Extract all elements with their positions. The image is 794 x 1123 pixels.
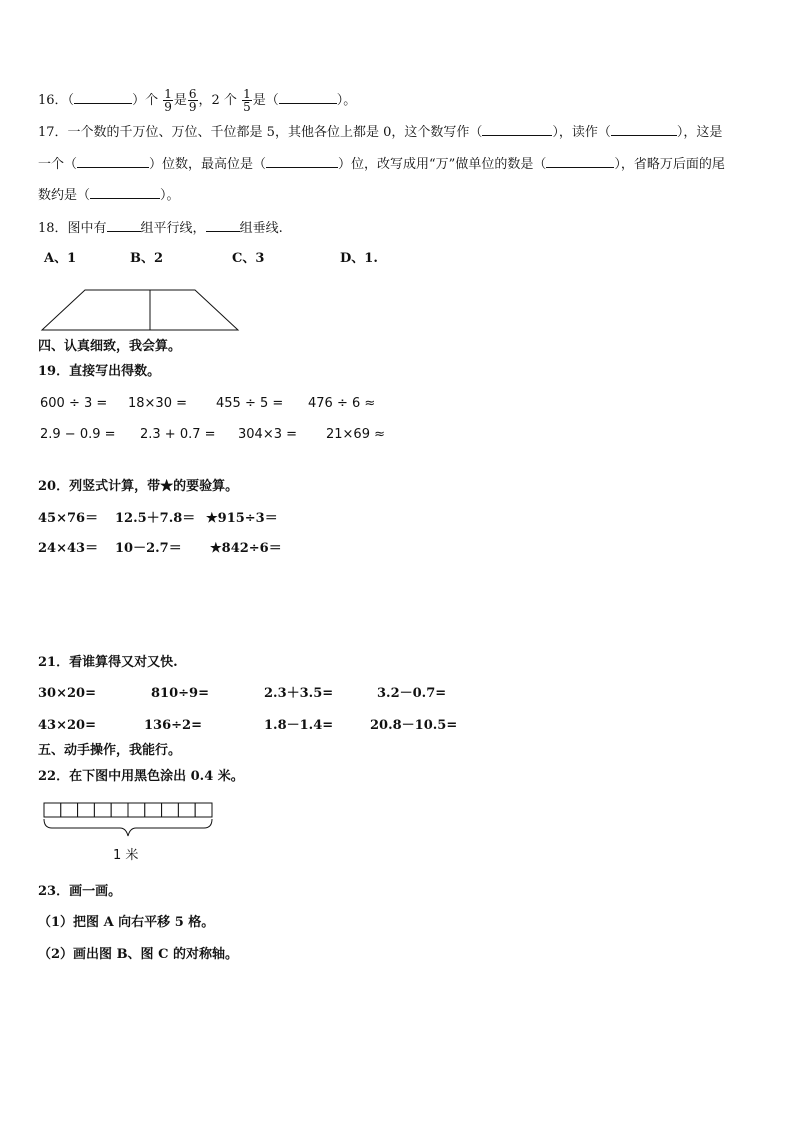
q23-sub-1: （1）把图 A 向右平移 5 格。	[38, 915, 215, 930]
q19-r1-c4: 476 ÷ 6 ≈	[308, 396, 376, 411]
meter-cell[interactable]	[145, 803, 162, 817]
meter-cell[interactable]	[44, 803, 61, 817]
fraction-1-5: $\frac{1}{5}$	[243, 87, 251, 114]
meter-cell[interactable]	[162, 803, 179, 817]
meter-cell[interactable]	[94, 803, 111, 817]
q21-r2-c4: 20.8－10.5=	[370, 718, 458, 733]
q20-r1-c1: 45×76＝	[38, 511, 99, 526]
q21-r2-c2: 136÷2=	[144, 718, 202, 733]
q21-r2-c1: 43×20=	[38, 718, 96, 733]
q23-sub-2: （2）画出图 B、图 C 的对称轴。	[38, 947, 238, 962]
meter-cell[interactable]	[61, 803, 78, 817]
q19-r2-c3: 304×3 =	[238, 427, 298, 442]
q21-r1-c1: 30×20=	[38, 686, 96, 701]
q17-blank-read[interactable]	[611, 123, 677, 136]
fraction-1-9: $\frac{1}{9}$	[164, 87, 172, 114]
meter-label: 1 米	[113, 848, 139, 863]
q20-r2-c2: 10－2.7＝	[115, 541, 182, 556]
q18-option-d[interactable]: D、1.	[340, 251, 378, 266]
q19-r2-c1: 2.9 − 0.9 =	[40, 427, 116, 442]
q16-blank-1[interactable]	[74, 91, 132, 104]
q17-line-3: 数约是（ ）。	[38, 188, 180, 203]
q18-option-b[interactable]: B、2	[130, 251, 164, 266]
q21-r2-c3: 1.8－1.4=	[264, 718, 334, 733]
q21-r1-c2: 810÷9=	[151, 686, 209, 701]
q19-r1-c3: 455 ÷ 5 =	[216, 396, 284, 411]
q17-blank-highest[interactable]	[266, 155, 338, 168]
q18-option-c[interactable]: C、3	[232, 251, 265, 266]
q19-r2-c2: 2.3 + 0.7 =	[140, 427, 216, 442]
q18-option-a[interactable]: A、1	[44, 251, 77, 266]
section-4-heading: 四、认真细致，我会算。	[38, 339, 182, 354]
q17-blank-wan[interactable]	[546, 155, 614, 168]
trapezoid-figure	[40, 288, 240, 334]
q21-r1-c4: 3.2－0.7=	[377, 686, 447, 701]
q20-title: 20．列竖式计算，带★的要验算。	[38, 479, 239, 494]
q19-r2-c4: 21×69 ≈	[326, 427, 386, 442]
meter-cell[interactable]	[178, 803, 195, 817]
q17-blank-approx[interactable]	[90, 186, 160, 199]
q23-title: 23．画一画。	[38, 884, 122, 899]
q22-title: 22．在下图中用黑色涂出 0.4 米。	[38, 769, 244, 784]
q16-number: 16．	[38, 93, 68, 108]
q21-r1-c3: 2.3＋3.5=	[264, 686, 334, 701]
q18-line: 18．图中有 组平行线， 组垂线.	[38, 221, 283, 236]
q17-blank-write[interactable]	[482, 123, 552, 136]
meter-cell[interactable]	[111, 803, 128, 817]
q21-title: 21．看谁算得又对又快.	[38, 655, 178, 670]
q19-title: 19．直接写出得数。	[38, 364, 161, 379]
q20-r2-c3: ★842÷6＝	[210, 541, 282, 556]
q20-r2-c1: 24×43＝	[38, 541, 99, 556]
q18-blank-parallel[interactable]	[107, 219, 141, 232]
meter-cell[interactable]	[128, 803, 145, 817]
meter-cell[interactable]	[78, 803, 95, 817]
q16-line: 16．（ ）个 $\frac{1}{9}$ 是 $\frac{6}{9}$ ，2 个 $\frac{1}{5}$ 是（ ）。	[38, 87, 357, 114]
q17-line-1: 17．一个数的千万位、万位、千位都是 5，其他各位上都是 0，这个数写作（ ），读作（ ），这是	[38, 125, 723, 140]
q20-r1-c3: ★915÷3＝	[206, 511, 278, 526]
q20-r1-c2: 12.5＋7.8＝	[115, 511, 196, 526]
q19-r1-c2: 18×30 =	[128, 396, 188, 411]
section-5-heading: 五、动手操作，我能行。	[38, 743, 182, 758]
fraction-6-9: $\frac{6}{9}$	[188, 87, 197, 114]
q19-r1-c1: 600 ÷ 3 =	[40, 396, 108, 411]
q18-blank-perpendicular[interactable]	[206, 219, 240, 232]
q16-blank-2[interactable]	[279, 91, 337, 104]
q17-line-2: 一个（ ）位数，最高位是（ ）位，改写成用“万”做单位的数是（ ），省略万后面的尾	[38, 157, 725, 172]
meter-cell[interactable]	[195, 803, 212, 817]
meter-strip[interactable]	[40, 800, 220, 850]
q17-blank-digits[interactable]	[77, 155, 149, 168]
